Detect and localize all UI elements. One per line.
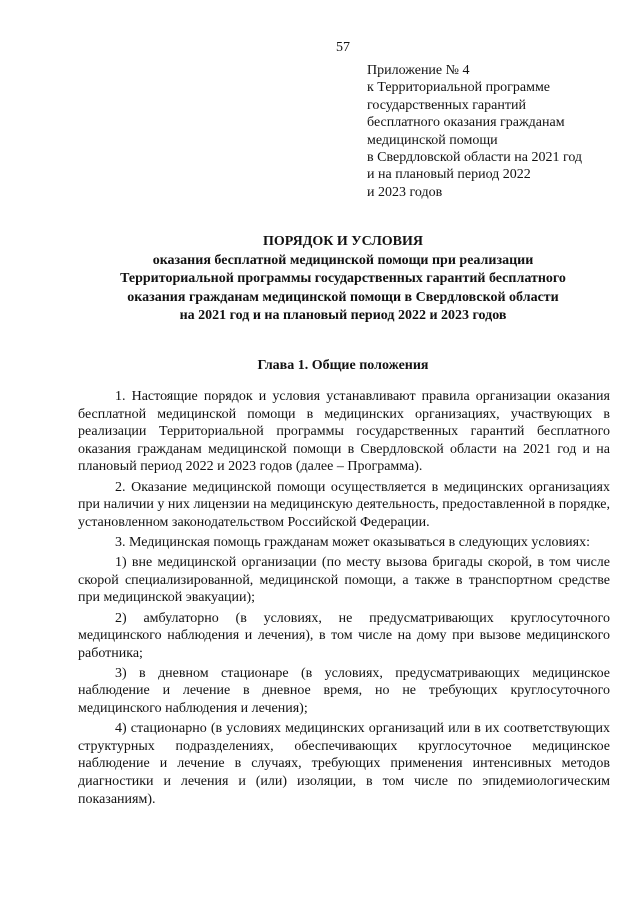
paragraph: 3. Медицинская помощь гражданам может оказываться в следующих условиях: <box>115 534 590 550</box>
title-line: оказания бесплатной медицинской помощи при реализации <box>152 252 534 268</box>
appendix-line: и 2023 годов <box>367 184 443 200</box>
paragraph: 4) стационарно (в условиях медицинских организаций или в их соответствующих структурных подразделениях, обеспечивающих круглосуточное медицинское наблюдение и лечение в случаях, требующих применения интенсивных методов диагностики и лечения и (или) изоляции, в том числе по эпидемиологическим показаниям). <box>78 721 610 807</box>
chapter-heading: Глава 1. Общие положения <box>257 358 429 373</box>
page-number: 57 <box>336 40 350 55</box>
title-line: оказания гражданам медицинской помощи в Свердловской области <box>127 289 559 305</box>
appendix-line: бесплатного оказания гражданам <box>367 115 565 131</box>
appendix-line: и на плановый период 2022 <box>367 167 531 183</box>
paragraph: 1. Настоящие порядок и условия устанавливают правила организации оказания бесплатной медицинской помощи в медицинских организациях, участвующих в реализации Территориальной программы государственных гарантий бесплатного оказания гражданам медицинской помощи в Свердловской области на 2021 год и на плановый период 2022 и 2023 годов (далее – Программа). <box>78 389 610 475</box>
title-line: ПОРЯДОК И УСЛОВИЯ <box>262 234 423 249</box>
document-title <box>60 233 626 326</box>
appendix-line: государственных гарантий <box>367 97 526 113</box>
paragraph: 3) в дневном стационаре (в условиях, предусматривающих медицинское наблюдение и лечение в дневное время, но не требующих круглосуточного медицинского наблюдения и лечения); <box>78 665 610 717</box>
appendix-line: Приложение № 4 <box>367 63 470 78</box>
title-line: Территориальной программы государственных гарантий бесплатного <box>120 271 566 287</box>
title-line: на 2021 год и на плановый период 2022 и 2023 годов <box>179 308 507 324</box>
paragraph: 2) амбулаторно (в условиях, не предусматривающих круглосуточного медицинского наблюдения и лечения), в том числе на дому при вызове медицинского работника; <box>78 610 610 661</box>
appendix-line: в Свердловской области на 2021 год <box>367 150 583 166</box>
body-text <box>78 388 610 811</box>
appendix-line: к Территориальной программе <box>367 80 551 96</box>
appendix-line: медицинской помощи <box>367 132 498 148</box>
appendix-block <box>367 62 617 201</box>
paragraph: 2. Оказание медицинской помощи осуществляется в медицинских организациях при наличии у них лицензии на медицинскую деятельность, предоставленной в порядке, установленном законодательством Российской Федерации. <box>78 479 610 530</box>
paragraph: 1) вне медицинской организации (по месту вызова бригады скорой, в том числе скорой специализированной, медицинской помощи, а также в транспортном средстве при медицинской эвакуации); <box>78 555 610 606</box>
